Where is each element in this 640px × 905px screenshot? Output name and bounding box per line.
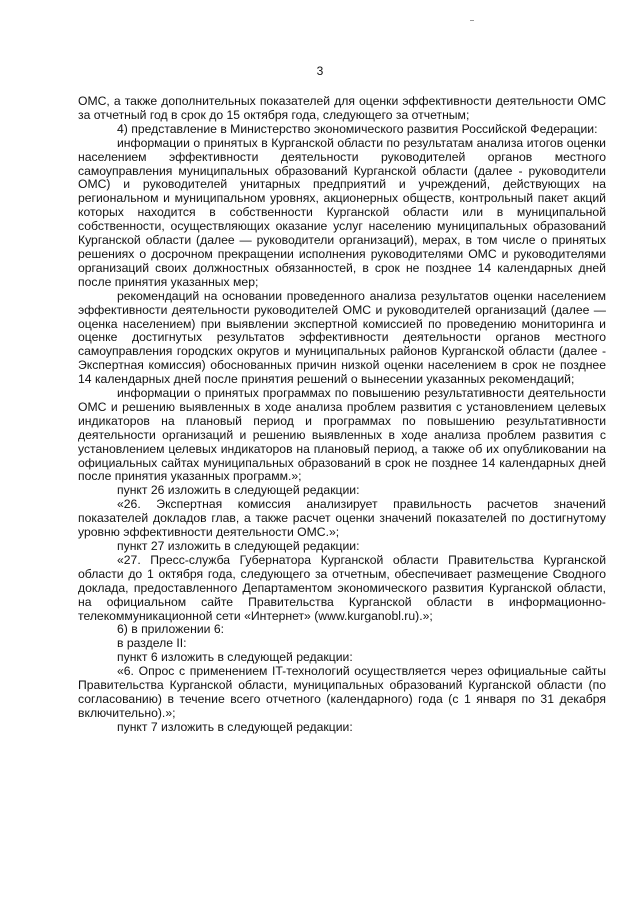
paragraph-item-6-intro: пункт 6 изложить в следующей редакции: (117, 650, 353, 665)
page-number: 3 (316, 64, 324, 78)
paragraph-section-2: в разделе II: (117, 636, 187, 651)
paragraph-recommendations: рекомендаций на основании проведенного анализа результатов оценки населением эффективности деятельности руководителей ОМС и руководителей организаций (далее — оценка населением) при выявлении экспертной комиссией по проведению мониторинга и оценке достигнутых результатов эффективности деятельности органов местного самоуправления городских округов и муниципальных районов Курганской области (далее - Экспертная комиссия) обоснованных причин низкой оценки населением в срок не позднее 14 календарных дней после принятия решений о вынесении указанных рекомендаций; (78, 288, 606, 387)
paragraph-item-26-text: «26. Экспертная комиссия анализирует правильность расчетов значений показателей докладов глав, а также расчет оценки значений показателей по достигнутому уровню эффективности деятельности ОМС.»; (78, 497, 606, 540)
paragraph-item-4: 4) представление в Министерство экономического развития Российской Федерации: (117, 121, 598, 136)
scan-mark (470, 20, 474, 21)
paragraph-item-26-intro: пункт 26 изложить в следующей редакции: (117, 483, 360, 498)
paragraph-item-27-intro: пункт 27 изложить в следующей редакции: (117, 539, 360, 553)
document-body (78, 95, 606, 735)
paragraph-appendix-6: 6) в приложении 6: (117, 622, 224, 637)
paragraph-item-7-intro: пункт 7 изложить в следующей редакции: (117, 719, 353, 734)
paragraph-item-6-text: «6. Опрос с применением IT-технологий осуществляется через официальные сайты Правительства Курганской области, муниципальных образований Курганской области (по согласованию) в течение всего отчетного (календарного) года (с 1 января по 31 декабря включительно).»; (78, 664, 606, 720)
paragraph-continuation: ОМС, а также дополнительных показателей для оценки эффективности деятельности ОМС за отчетный год в срок до 15 октября года, следующего за отчетным; (78, 94, 606, 122)
paragraph-information-programs: информации о принятых программах по повышению результативности деятельности ОМС и решению выявленных в ходе анализа проблем развития с установлением целевых индикаторов на плановый период и программах по повышению результативности деятельности организаций и решению выявленных в ходе анализа проблем развития с установлением целевых индикаторов на плановый период, а также об их опубликовании на официальных сайтах муниципальных образований в срок не позднее 14 календарных дней после принятия указанных программ.»; (78, 386, 606, 484)
paragraph-information-measures: информации о принятых в Курганской области по результатам анализа итогов оценки населением эффективности деятельности руководителей органов местного самоуправления муниципальных образований Курганской области (далее - руководители ОМС) и руководителей унитарных предприятий и учреждений, действующих на региональном и муниципальном уровнях, акционерных обществ, контрольный пакет акций которых находится в собственности Курганской области или в муниципальной собственности, осуществляющих оказание услуг населению муниципальных образований Курганской области (далее — руководители организаций), мерах, в том числе о принятых решениях о досрочном прекращении исполнения руководителями ОМС и руководителями организаций своих должностных обязанностей, в срок не позднее 14 календарных дней после принятия указанных мер; (78, 135, 606, 289)
paragraph-item-27-text: «27. Пресс-служба Губернатора Курганской области Правительства Курганской области до 1 октября года, следующего за отчетным, обеспечивает размещение Сводного доклада, предоставленного Департаментом экономического развития Курганской области, на официальном сайте Правительства Курганской области в информационно-телекоммуникационной сети «Интернет» (www.kurganobl.ru).»; (78, 552, 606, 623)
